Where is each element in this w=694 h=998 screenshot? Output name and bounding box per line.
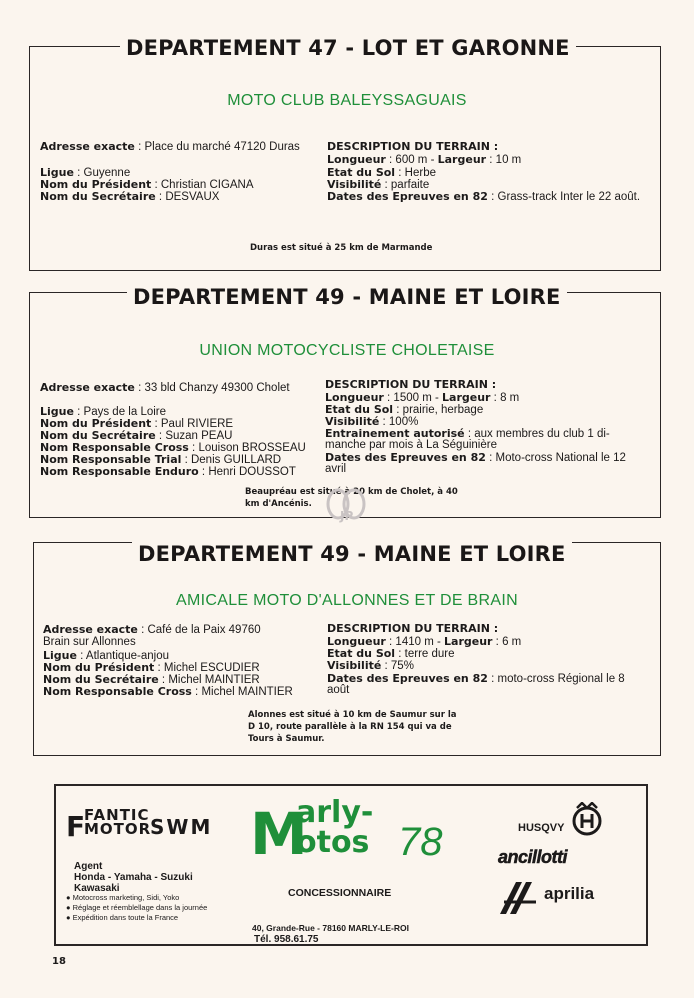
terrain-title: DESCRIPTION DU TERRAIN : xyxy=(325,378,497,391)
address-line: Adresse exacte : 33 bld Chanzy 49300 Cholet xyxy=(40,381,290,394)
location-note-3-line1: Alonnes est situé à 10 km de Saumur sur la xyxy=(248,710,457,720)
location-note-3-line2: D 10, route parallèle à la RN 154 qui va de xyxy=(248,722,452,732)
dates-line-cont: août xyxy=(327,684,350,696)
president-line: Nom du Président : Christian CIGANA xyxy=(40,178,254,191)
page-number: 18 xyxy=(52,956,66,967)
president-line: Nom du Président : Michel ESCUDIER xyxy=(43,661,260,674)
location-note-2-line1: Beaupréau est situé à 20 km de Cholet, à 40 xyxy=(245,487,458,497)
dates-line-cont: avril xyxy=(325,463,347,475)
club-name-1: MOTO CLUB BALEYSSAGUAIS xyxy=(227,92,467,109)
location-note-2-line2: km d'Ancénis. xyxy=(245,499,312,509)
training-line-cont: manche par mois à La Séguinière xyxy=(325,439,497,451)
logo-line-1: arly- xyxy=(296,795,374,830)
ad-address: 40, Grande-Rue - 78160 MARLY-LE-ROI xyxy=(252,923,409,933)
department-title-1: DEPARTEMENT 47 - LOT ET GARONNE xyxy=(120,36,576,60)
club-name-3: AMICALE MOTO D'ALLONNES ET DE BRAIN xyxy=(176,592,518,609)
soil-line: Etat du Sol : prairie, herbage xyxy=(325,403,484,416)
logo-m-letter: M xyxy=(250,800,308,868)
league-line: Ligue : Pays de la Loire xyxy=(40,405,167,418)
soil-line: Etat du Sol : terre dure xyxy=(327,647,455,660)
training-line: Entrainement autorisé : aux membres du club 1 di- xyxy=(325,427,610,440)
soil-line: Etat du Sol : Herbe xyxy=(327,166,436,179)
ad-phone: Tél. 958.61.75 xyxy=(254,934,319,945)
department-title-2: DEPARTEMENT 49 - MAINE ET LOIRE xyxy=(127,285,567,309)
logo-line-2: otos xyxy=(296,825,370,860)
secretary-line: Nom du Secrétaire : DESVAUX xyxy=(40,190,220,203)
length-line: Longueur : 600 m - Largeur : 10 m xyxy=(327,153,522,166)
concession-label: CONCESSIONNAIRE xyxy=(288,887,392,899)
president-line: Nom du Président : Paul RIVIERE xyxy=(40,417,234,430)
department-title-3: DEPARTEMENT 49 - MAINE ET LOIRE xyxy=(132,542,572,566)
aprilia-text: aprilia xyxy=(544,884,595,903)
ad-bullet-3: ● Expédition dans toute la France xyxy=(66,913,179,922)
logo-number: 78 xyxy=(398,820,443,864)
watermark-text: JP xyxy=(340,509,354,523)
watermark-logo-icon xyxy=(316,480,376,528)
length-line: Longueur : 1500 m - Largeur : 8 m xyxy=(325,391,520,404)
league-line: Ligue : Guyenne xyxy=(40,166,131,179)
ad-bullet-2: ● Réglage et réemblellage dans la journée xyxy=(66,903,208,912)
ancillotti-text: ancillotti xyxy=(498,847,568,867)
motor-text: MOTOR xyxy=(84,820,152,838)
fantic-text: FANTIC xyxy=(84,806,150,824)
location-note-3-line3: Tours à Saumur. xyxy=(248,734,325,744)
fantic-letter: F xyxy=(66,810,86,843)
secretary-line: Nom du Secrétaire : Suzan PEAU xyxy=(40,429,233,442)
agent-brands: Honda - Yamaha - Suzuki xyxy=(74,872,193,883)
agent-label: Agent xyxy=(74,861,103,872)
cross-manager-line: Nom Responsable Cross : Louison BROSSEAU xyxy=(40,441,306,454)
husqvarna-crown-icon xyxy=(572,802,602,840)
dates-line: Dates des Epreuves en 82 : Grass-track Inter le 22 août. xyxy=(327,190,641,203)
cross-manager-line: Nom Responsable Cross : Michel MAINTIER xyxy=(43,685,293,698)
terrain-title: DESCRIPTION DU TERRAIN : xyxy=(327,140,499,153)
ad-bullet-1: ● Motocross marketing, Sidi, Yoko xyxy=(66,893,180,902)
address-line: Adresse exacte : Place du marché 47120 Duras xyxy=(40,140,300,153)
address-line-cont: Brain sur Allonnes xyxy=(43,636,136,648)
visibility-line: Visibilité : 75% xyxy=(327,659,414,672)
agent-brands-cont: Kawasaki xyxy=(74,883,120,894)
terrain-title: DESCRIPTION DU TERRAIN : xyxy=(327,622,499,635)
club-name-2: UNION MOTOCYCLISTE CHOLETAISE xyxy=(199,342,495,359)
location-note-1: Duras est situé à 25 km de Marmande xyxy=(250,243,433,253)
aprilia-logo-icon xyxy=(498,880,540,920)
visibility-line: Visibilité : parfaite xyxy=(327,178,430,191)
dates-line: Dates des Epreuves en 82 : Moto-cross National le 12 xyxy=(325,451,626,464)
league-line: Ligue : Atlantique-anjou xyxy=(43,649,170,662)
address-line: Adresse exacte : Café de la Paix 49760 xyxy=(43,623,261,636)
swm-text: SWM xyxy=(150,815,213,839)
secretary-line: Nom du Secrétaire : Michel MAINTIER xyxy=(43,673,260,686)
marly-motos-logo xyxy=(250,796,450,870)
visibility-line: Visibilité : 100% xyxy=(325,415,419,428)
husqvarna-text: HUSQVY xyxy=(518,822,565,834)
trial-manager-line: Nom Responsable Trial : Denis GUILLARD xyxy=(40,453,282,466)
length-line: Longueur : 1410 m - Largeur : 6 m xyxy=(327,635,522,648)
enduro-manager-line: Nom Responsable Enduro : Henri DOUSSOT xyxy=(40,465,296,478)
dates-line: Dates des Epreuves en 82 : moto-cross Régional le 8 xyxy=(327,672,625,685)
